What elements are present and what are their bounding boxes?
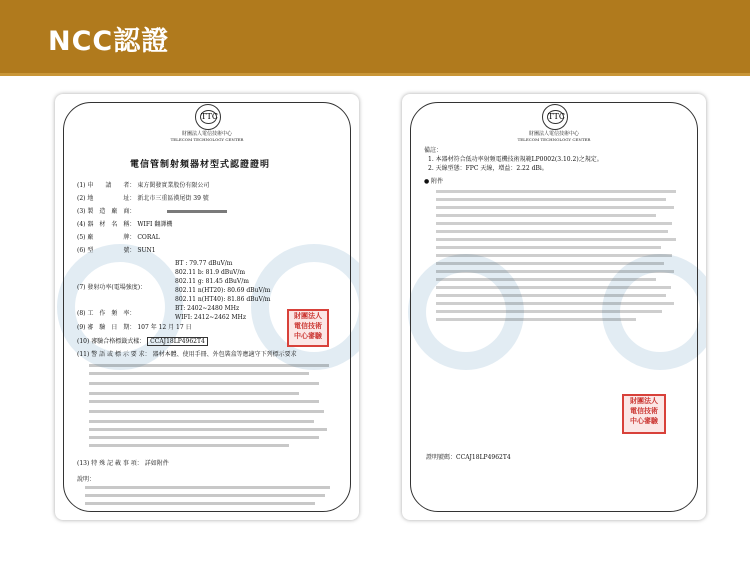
row-date [77, 324, 192, 331]
power-value-0: BT : 79.77 dBuV/m [175, 260, 233, 267]
attachment-text-line [436, 270, 674, 273]
certificate-page-1 [55, 94, 359, 520]
header-banner [0, 0, 750, 73]
row-manufacturer [77, 208, 135, 215]
cert-number-row [426, 454, 511, 461]
row-product-name [77, 221, 172, 228]
attachment-text-line [436, 222, 672, 225]
row-label: (6) 型 號： [77, 247, 136, 254]
remark-item-1: 2. 天線型態：FPC 天線，增益：2.22 dBi。 [428, 165, 548, 172]
attachment-text-line [436, 302, 674, 305]
row-value: CORAL [137, 234, 160, 241]
row-model [77, 247, 156, 254]
official-seal-stamp: 財團法人 電信技術 中心審驗 [287, 309, 329, 347]
warning-text-line [89, 410, 324, 413]
freq-label: (8) 工 作 頻 率： [77, 310, 136, 317]
row-value: 器材本體、使用手冊、外包裝盒等應適守下列標示要求 [152, 351, 297, 358]
row-address [77, 195, 209, 202]
remark-text-line [85, 486, 330, 489]
warning-text-line [89, 382, 319, 385]
org-name-en: TELECOM TECHNOLOGY CENTER [170, 137, 244, 142]
warning-text-line [89, 364, 329, 367]
attachment-text-line [436, 238, 676, 241]
warning-text-line [89, 400, 319, 403]
row-label: (4) 器 材 名 稱： [77, 221, 136, 228]
remark-head: 備註： [424, 147, 443, 154]
org-name: 財團法人電信技術中心 [181, 131, 232, 137]
power-value-2: 802.11 g: 81.45 dBuV/m [175, 278, 249, 285]
bullet-icon: ● [424, 178, 430, 185]
row-label: (3) 製 造 廠 商： [77, 208, 136, 215]
attachment-text-line [436, 254, 672, 257]
row-value: 詳如附件 [144, 460, 169, 467]
org-name: 財團法人電信技術中心 [528, 131, 579, 137]
power-label: (7) 發射功率(電場強度)： [77, 284, 147, 291]
remark-item-0: 1. 本器材符合低功率射頻電機技術規範LP0002(3.10.2)之規定。 [428, 156, 603, 163]
row-label: (11) 警 語 或 標 示 要 求： [77, 351, 151, 358]
remark-text-line [85, 494, 325, 497]
row-value: 新北市三重區漢尾街 39 號 [137, 195, 209, 202]
freq-value-0: BT: 2402~2480 MHz [175, 305, 240, 312]
attachment-text-line [436, 198, 666, 201]
official-seal-stamp: 財團法人 電信技術 中心審驗 [622, 394, 666, 434]
row-warning [77, 351, 297, 358]
org-name-en: TELECOM TECHNOLOGY CENTER [517, 137, 591, 142]
row-value: 107 年 12 月 17 日 [137, 324, 192, 331]
attachment-text-line [436, 278, 656, 281]
attachment-text-line [436, 214, 656, 217]
warning-text-line [89, 444, 289, 447]
row-label: (9) 審 驗 日 期： [77, 324, 136, 331]
warning-text-line [89, 372, 309, 375]
remark-label: 說明： [77, 476, 96, 483]
warning-text-line [89, 392, 299, 395]
warning-text-line [89, 428, 327, 431]
power-value-1: 802.11 b: 81.9 dBuV/m [175, 269, 246, 276]
attachment-text-line [436, 230, 668, 233]
power-value-4: 802.11 n(HT40): 81.86 dBuV/m [175, 296, 271, 303]
ttc-logo-icon: TTC [542, 104, 568, 130]
header-stripe [0, 73, 750, 76]
attachment-text-line [436, 286, 671, 289]
power-value-3: 802.11 n(HT20): 80.69 dBuV/m [175, 287, 271, 294]
attachment-text-line [436, 190, 676, 193]
row-applicant [77, 182, 209, 189]
attachment-text-line [436, 206, 674, 209]
row-cert-label [77, 338, 208, 345]
row-label: (5) 廠 牌： [77, 234, 136, 241]
attachment-head: ● 附件 [424, 178, 444, 185]
warning-text-line [89, 436, 319, 439]
row-value: WIFI 翻譯機 [137, 221, 173, 228]
freq-value-1: WIFI: 2412~2462 MHz [175, 314, 247, 321]
attachment-text-line [436, 318, 636, 321]
ttc-logo-icon: TTC [195, 104, 221, 130]
remark-text-line [85, 502, 315, 505]
row-value: SUN1 [137, 247, 156, 254]
row-value: 東方閎發實業股份有限公司 [137, 182, 210, 189]
row-label: (2) 地 址： [77, 195, 136, 202]
row-brand [77, 234, 160, 241]
row-label: (1) 申 請 者： [77, 182, 136, 189]
cert-number-value: CCAJ18LP4962T4 [456, 454, 511, 461]
attachment-text-line [436, 294, 666, 297]
cert-number-label: 證明號碼： [426, 454, 457, 461]
certificate-frame [410, 102, 698, 512]
page-title: NCC認證 [48, 26, 170, 57]
row-special [77, 460, 169, 467]
certificate-page-2 [402, 94, 706, 520]
row-label: (10) 審驗合格標籤式樣： [77, 338, 146, 345]
redacted-manufacturer [167, 210, 227, 213]
row-label: (13) 特 殊 記 載 事 項： [77, 460, 143, 467]
attachment-text-line [436, 246, 661, 249]
attachment-text-line [436, 310, 662, 313]
attachment-text-line [436, 262, 664, 265]
cert-number-box: CCAJ18LP4962T4 [147, 337, 208, 346]
certificate-title: 電信管制射頻器材型式認證證明 [130, 160, 271, 170]
warning-text-line [89, 420, 314, 423]
